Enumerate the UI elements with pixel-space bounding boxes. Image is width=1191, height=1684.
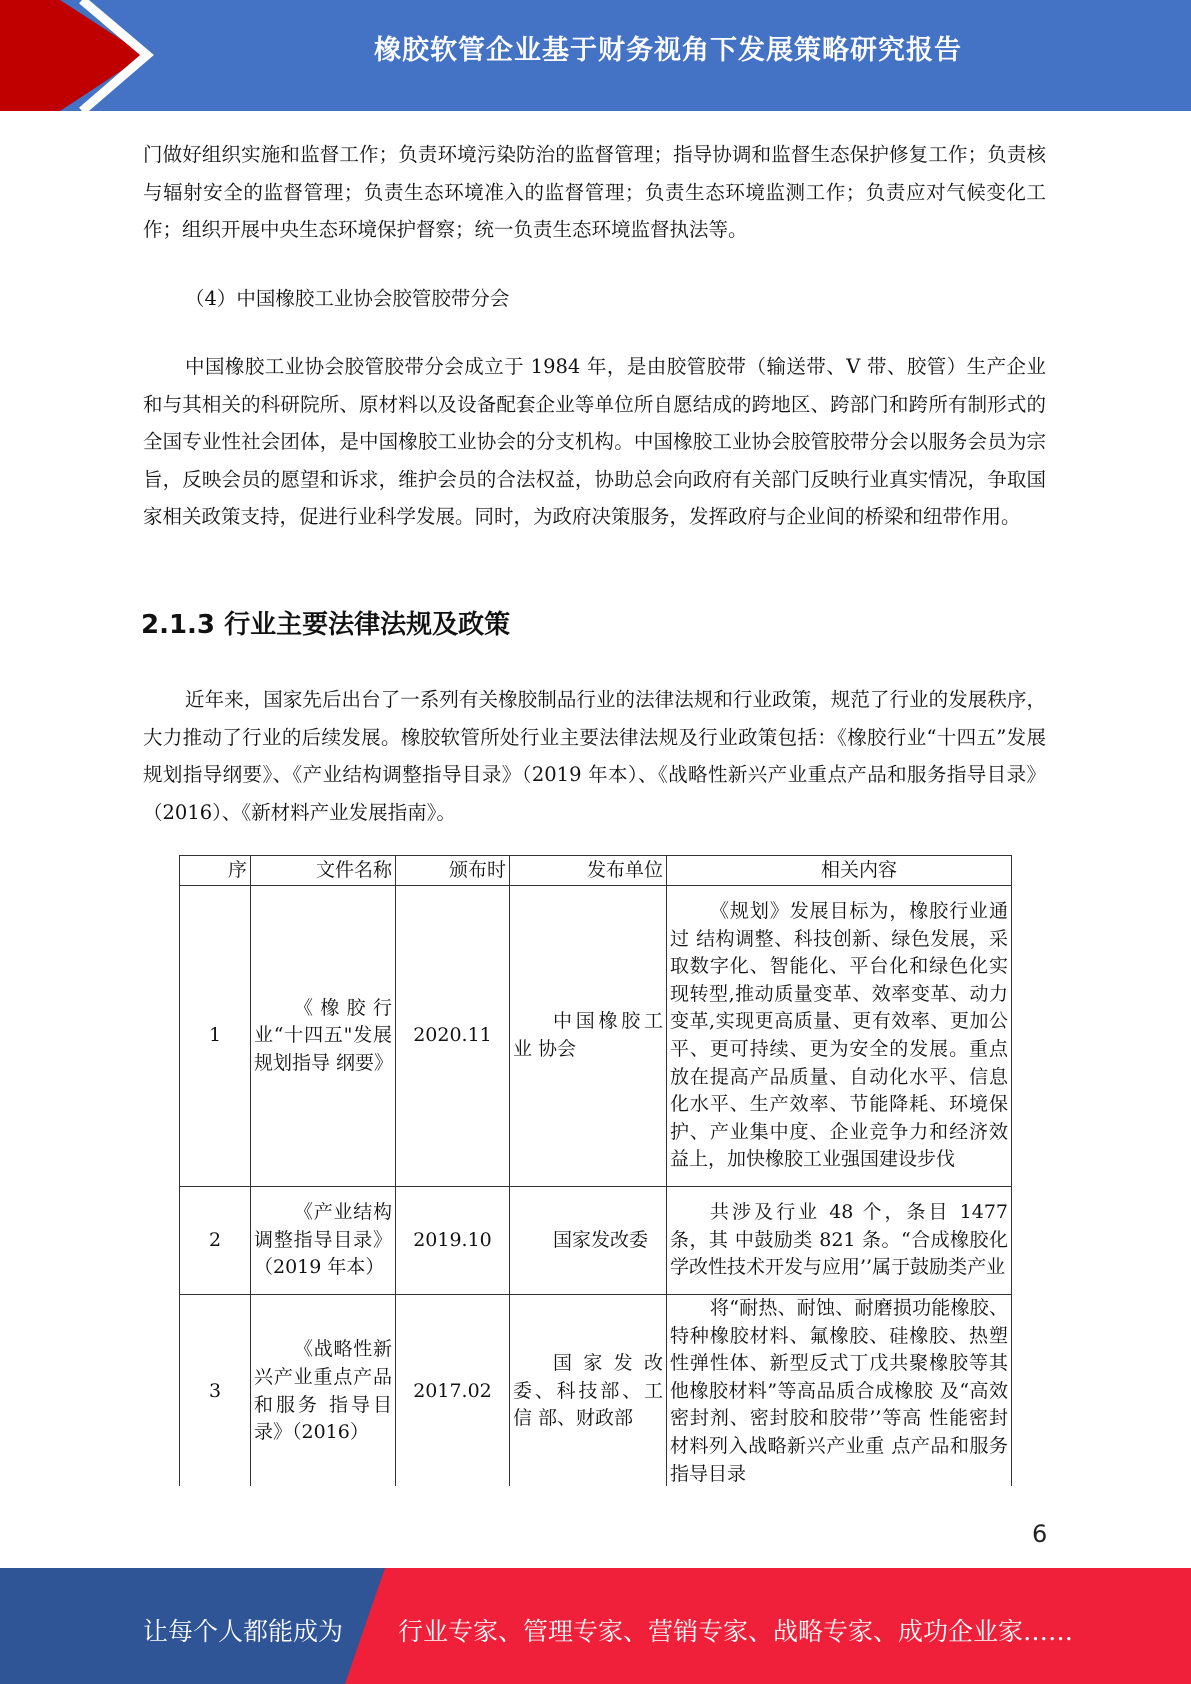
table-row: [180, 886, 1012, 1187]
row-content: 共涉及行业 48 个，条目 1477 条，其 中鼓励类 821 条。“合成橡胶化学改性技术开发与应用’’属于鼓励类产业: [667, 1187, 1012, 1295]
row-content: 《规划》发展目标为，橡胶行业通过 结构调整、科技创新、绿色发展，采取数字化、智能化、平台化和绿色化实现转型,推动质量变革、效率变革、动力变革,实现更高质量、更有效率、更加公平、更可持续、更为安全的发展。重点放在提高产品质量、自动化水平、信息化水平、生产效率、节能降耗、环境保护、产业集中度、企业竞争力和经济效益上，加快橡胶工业强国建设步伐: [667, 886, 1012, 1187]
header-content: 相关内容: [667, 856, 1012, 886]
page-break-mask: [170, 1486, 1030, 1526]
table-row: [180, 1295, 1012, 1489]
body-paragraph-policies: 近年来，国家先后出台了一系列有关橡胶制品行业的法律法规和行业政策，规范了行业的发展秩序，大力推动了行业的后续发展。橡胶软管所处行业主要法律法规及行业政策包括：《橡胶行业“十四五”发展规划指导纲要》、《产业结构调整指导目录》（2019 年本）、《战略性新兴产业重点产品和服务指导目录》（2016）、《新材料产业发展指南》。: [143, 688, 1046, 824]
body-paragraph-association: 中国橡胶工业协会胶管胶带分会成立于 1984 年，是由胶管胶带（输送带、V 带、胶管）生产企业和与其相关的科研院所、原材料以及设备配套企业等单位所自愿结成的跨地区、跨部门和跨所有制形式的全国专业性社会团体，是中国橡胶工业协会的分支机构。中国橡胶工业协会胶管胶带分会以服务会员为宗旨，反映会员的愿望和诉求，维护会员的合法权益，协助总会向政府有关部门反映行业真实情况，争取国家相关政策支持，促进行业科学发展。同时，为政府决策服务，发挥政府与企业间的桥梁和纽带作用。: [143, 355, 1046, 528]
policy-table: [179, 855, 1012, 1489]
body-paragraph-1: 门做好组织实施和监督工作；负责环境污染防治的监督管理；指导协调和监督生态保护修复工作；负责核与辐射安全的监督管理；负责生态环境准入的监督管理；负责生态环境监测工作；负责应对气候变化工作；组织开展中央生态环境保护督察；统一负责生态环境监督执法等。: [143, 143, 1046, 241]
header-title: 橡胶软管企业基于财务视角下发展策略研究报告: [374, 35, 962, 66]
header-name: 文件名称: [251, 856, 396, 886]
header-seq: 序: [180, 856, 251, 886]
footer-slogan-left: 让每个人都能成为: [143, 1617, 344, 1646]
section-title: 2.1.3 行业主要法律法规及政策: [141, 610, 511, 640]
row-date: 2019.10: [396, 1187, 510, 1295]
row-name: 《战略性新 兴产业重点产品和服务 指导目录》（2016）: [251, 1295, 396, 1489]
table-row: [180, 1187, 1012, 1295]
subheading-item-4: （4）中国橡胶工业协会胶管胶带分会: [185, 287, 510, 310]
header-org: 发布单位: [510, 856, 667, 886]
row-org: 国家发改委、科技部、工信 部、财政部: [510, 1295, 667, 1489]
header-date: 颁布时: [396, 856, 510, 886]
row-date: 2020.11: [396, 886, 510, 1187]
row-content: 将“耐热、耐蚀、耐磨损功能橡胶、特种橡胶材料、氟橡胶、硅橡胶、热塑性弹性体、新型反式丁戊共聚橡胶等其他橡胶材料”等高品质合成橡胶 及“高效密封剂、密封胶和胶带’’等高 性能密封材料列入战略新兴产业重 点产品和服务指导目录: [667, 1295, 1012, 1489]
page-footer: [0, 1568, 1191, 1684]
row-seq: 1: [180, 886, 251, 1187]
row-org: 中国橡胶工业 协会: [510, 886, 667, 1187]
page-number: 6: [1032, 1520, 1048, 1548]
row-seq: 3: [180, 1295, 251, 1489]
row-name: 《橡胶行业“十四五"发展规划指导 纲要》: [251, 886, 396, 1187]
row-name: 《产业结构 调整指导目录》（2019 年本）: [251, 1187, 396, 1295]
row-org: 国家发改委: [510, 1187, 667, 1295]
footer-slogan-right: 行业专家、管理专家、营销专家、战略专家、成功企业家……: [398, 1617, 1074, 1646]
row-seq: 2: [180, 1187, 251, 1295]
page-header: [0, 0, 1191, 111]
row-date: 2017.02: [396, 1295, 510, 1489]
table-header-row: [180, 856, 1012, 886]
